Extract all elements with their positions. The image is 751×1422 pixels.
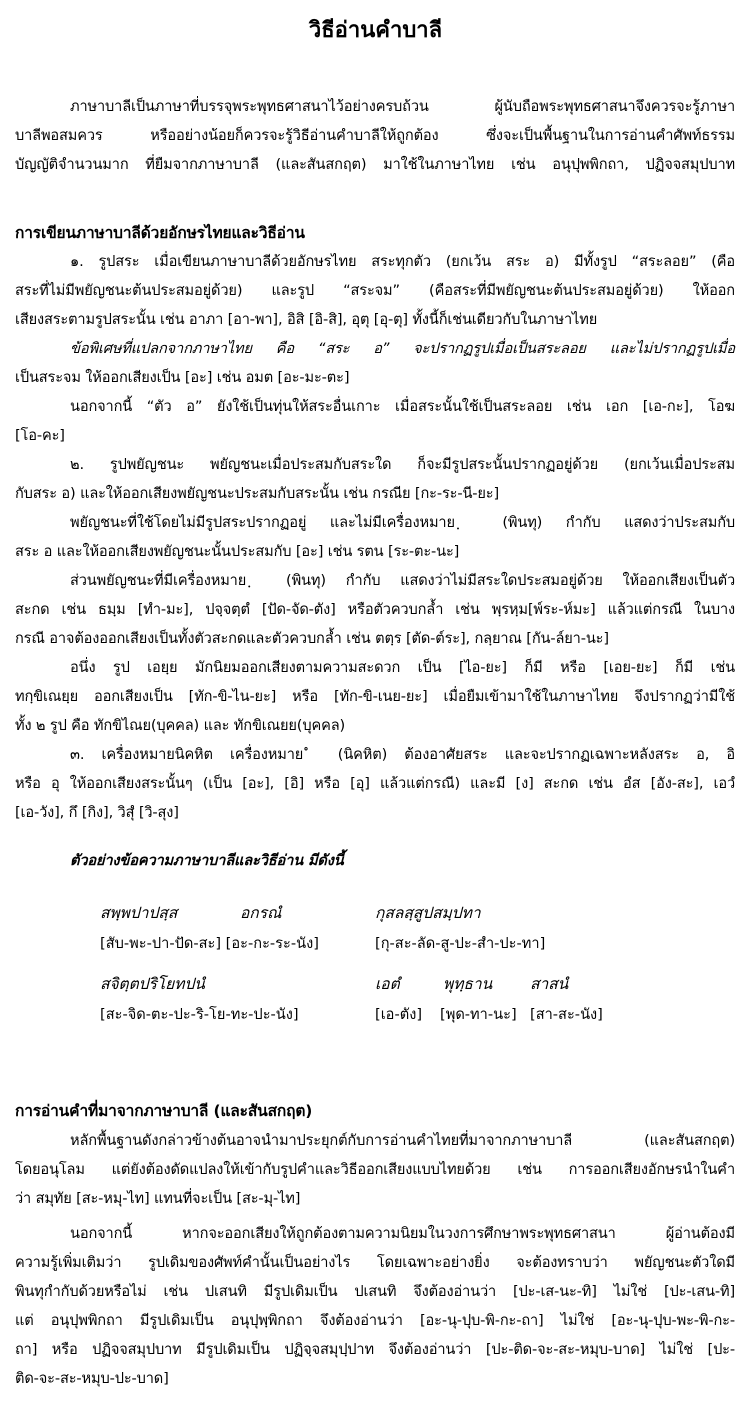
body-line: พยัญชนะที่ใช้โดยไม่มีรูปสระปรากฏอยู่ และไม่มีเครื่องหมาย ฺ (พินทุ) กำกับ แสดงว่าประสมกับ (70, 514, 735, 531)
body-line: ข้อพิเศษที่แปลกจากภาษาไทย คือ “สระ อ” จะปรากฏรูปเมื่อเป็นสระลอย และไม่ปรากฏรูปเมื่อ (70, 340, 735, 357)
pali-example: สาสนํ (530, 975, 569, 993)
body-line: [เอ-วัง], กึ [กิง], วิสุํ [วิ-สุง] (15, 804, 179, 821)
body-line: นอกจากนี้ “ตัว อ” ยังใช้เป็นทุ่นให้สระอื่นเกาะ เมื่อสระนั้นใช้เป็นสระลอย เช่น เอก [เอ-กะ], โอฆ (70, 398, 735, 415)
body-line: ๑. รูปสระ เมื่อเขียนภาษาบาลีด้วยอักษรไทย สระทุกตัว (ยกเว้น สระ อ) มีทั้งรูป “สระลอย” (คือ (70, 253, 735, 270)
pali-example: สพฺพปาปสฺส (100, 904, 178, 922)
body-line: ความรู้เพิ่มเติมว่า รูปเดิมของศัพท์คำนั้นเป็นอย่างไร โดยเฉพาะอย่างยิ่ง จะต้องทราบว่า พยัญชนะตัวใดมี (15, 1254, 735, 1271)
pali-reading: [เอ-ตัง] (375, 1006, 423, 1023)
page-title: วิธีอ่านคำบาลี (308, 18, 443, 43)
body-line: ถา] หรือ ปฏิจจสมุปบาท มีรูปเดิมเป็น ปฏิจฺจสมุปฺปาท จึงต้องอ่านว่า [ปะ-ติด-จะ-สะ-หมุบ-บาด] ไม่ใช่ [ปะ- (15, 1341, 735, 1358)
body-line: อนึ่ง รูป เอยฺย มักนิยมออกเสียงตามความสะดวก เป็น [ไอ-ยะ] ก็มี หรือ [เอย-ยะ] ก็มี เช่น (70, 659, 735, 676)
pali-reading: [พุด-ทา-นะ] (440, 1006, 517, 1023)
body-line: เป็นสระจม ให้ออกเสียงเป็น [อะ] เช่น อมต [อะ-มะ-ตะ] (15, 369, 350, 386)
section-heading-reading: การอ่านคำที่มาจากภาษาบาลี (และสันสกฤต) (15, 1102, 313, 1120)
body-line: ทั้ง ๒ รูป คือ ทักขิไณย(บุคคล) และ ทักขิเณยย(บุคคล) (15, 717, 346, 734)
section-heading-writing: การเขียนภาษาบาลีด้วยอักษรไทยและวิธีอ่าน (15, 224, 305, 242)
body-line: โดยอนุโลม แต่ยังต้องดัดแปลงให้เข้ากับรูปคำและวิธีออกเสียงแบบไทยด้วย เช่น การออกเสียงอักษรนำในคำ (15, 1161, 735, 1178)
body-line: ว่า สมุทัย [สะ-หมุ-ไท] แทนที่จะเป็น [สะ-มุ-ไท] (15, 1190, 301, 1207)
body-line: หรือ อุ ให้ออกเสียงสระนั้นๆ (เป็น [อะ], [อิ] หรือ [อุ] แล้วแต่กรณี) และมี [ง] สะกด เช่น อํส [อัง-สะ], เอวํ (15, 775, 735, 792)
body-line: หลักพื้นฐานดังกล่าวข้างต้นอาจนำมาประยุกต์กับการอ่านคำไทยที่มาจากภาษาบาลี (และสันสกฤต) (70, 1132, 735, 1149)
pali-example: กุสลสฺสูปสมฺปทา (375, 904, 481, 922)
body-line: ติด-จะ-สะ-หมุบ-ปะ-บาด] (15, 1370, 169, 1387)
body-line: ส่วนพยัญชนะที่มีเครื่องหมาย ฺ (พินทุ) กำกับ แสดงว่าไม่มีสระใดประสมอยู่ด้วย ให้ออกเสียงเป็นตัว (70, 572, 735, 589)
body-line: ๓. เครื่องหมายนิคหิต เครื่องหมาย ํ (นิคหิต) ต้องอาศัยสระ และจะปรากฏเฉพาะหลังสระ อ, อิ (70, 746, 735, 763)
pali-reading: [สับ-พะ-ปา-ปัด-สะ] [อะ-กะ-ระ-นัง] (100, 935, 319, 952)
body-line: แต่ อนุปุพพิกถา มีรูปเดิมเป็น อนุปุพฺพิกถา จึงต้องอ่านว่า [อะ-นุ-ปุบ-พิ-กะ-ถา] ไม่ใช่ [อะ-นุ-ปุบ-พะ-พิ-กะ- (15, 1312, 735, 1329)
intro-line-1: ภาษาบาลีเป็นภาษาที่บรรจุพระพุทธศาสนาไว้อย่างครบถ้วน ผู้นับถือพระพุทธศาสนาจึงควรจะรู้ภาษา (70, 98, 735, 115)
body-line: เสียงสระตามรูปสระนั้น เช่น อาภา [อา-พา], อิสิ [อิ-สิ], อุตุ [อุ-ตุ] ทั้งนี้ก็เช่นเดียวกับในภาษาไทย (15, 311, 598, 328)
pali-reading: [กุ-สะ-ลัด-สู-ปะ-สำ-ปะ-ทา] (375, 935, 546, 952)
body-line: [โอ-คะ] (15, 427, 65, 444)
body-line: กับสระ อ) และให้ออกเสียงพยัญชนะประสมกับสระนั้น เช่น กรณีย [กะ-ระ-นี-ยะ] (15, 485, 500, 502)
intro-line-3: บัญญัติจำนวนมาก ที่ยืมจากภาษาบาลี (และสันสกฤต) มาใช้ในภาษาไทย เช่น อนุปุพพิกถา, ปฏิจจสมุปบาท (15, 156, 735, 173)
body-line: สระที่ไม่มีพยัญชนะต้นประสมอยู่ด้วย) และรูป “สระจม” (คือสระที่มีพยัญชนะต้นประสมอยู่ด้วย) ให้ออก (15, 282, 735, 299)
pali-example: เอตํ (375, 975, 400, 993)
body-line: สะกด เช่น ธมฺม [ทำ-มะ], ปจฺจตฺตํ [ปัด-จัด-ตัง] หรือตัวควบกล้ำ เช่น พฺรหฺม[พ์ระ-ห์มะ] แล้วแต่กรณี ในบาง (15, 601, 735, 618)
pali-example: อกรณํ (240, 904, 282, 922)
pali-reading: [สา-สะ-นัง] (530, 1006, 603, 1023)
body-line: ทกฺขิเณยฺย ออกเสียงเป็น [ทัก-ขิ-ไน-ยะ] หรือ [ทัก-ขิ-เนย-ยะ] เมื่อยืมเข้ามาใช้ในภาษาไทย จึงปรากฏว่ามีใช้ (15, 688, 735, 705)
body-line: สระ อ และให้ออกเสียงพยัญชนะนั้นประสมกับ [อะ] เช่น รตน [ระ-ตะ-นะ] (15, 543, 460, 560)
pali-example: พุทฺธาน (443, 975, 493, 993)
body-line: กรณี อาจต้องออกเสียงเป็นทั้งตัวสะกดและตัวควบกล้ำ เช่น ตตฺร [ตัด-ต์ระ], กลฺยาณ [กัน-ล์ยา-นะ] (15, 630, 609, 647)
pali-example: สจิตฺตปริโยทปนํ (100, 975, 205, 993)
body-line: นอกจากนี้ หากจะออกเสียงให้ถูกต้องตามความนิยมในวงการศึกษาพระพุทธศาสนา ผู้อ่านต้องมี (70, 1225, 735, 1242)
pali-reading: [สะ-จิด-ตะ-ปะ-ริ-โย-ทะ-ปะ-นัง] (100, 1006, 299, 1023)
body-line: พินทุกำกับด้วยหรือไม่ เช่น ปเสนทิ มีรูปเดิมเป็น ปเสนทิ จึงต้องอ่านว่า [ปะ-เส-นะ-ทิ] ไม่ใช่ [ปะ-เสน-ทิ] (15, 1283, 735, 1300)
examples-heading: ตัวอย่างข้อความภาษาบาลีและวิธีอ่าน มีดังนี้ (70, 852, 344, 869)
intro-line-2: บาลีพอสมควร หรืออย่างน้อยก็ควรจะรู้วิธีอ่านคำบาลีให้ถูกต้อง ซึ่งจะเป็นพื้นฐานในการอ่านคำศัพท์ธรรม (15, 127, 735, 144)
body-line: ๒. รูปพยัญชนะ พยัญชนะเมื่อประสมกับสระใด ก็จะมีรูปสระนั้นปรากฏอยู่ด้วย (ยกเว้นเมื่อประสม (70, 456, 735, 473)
